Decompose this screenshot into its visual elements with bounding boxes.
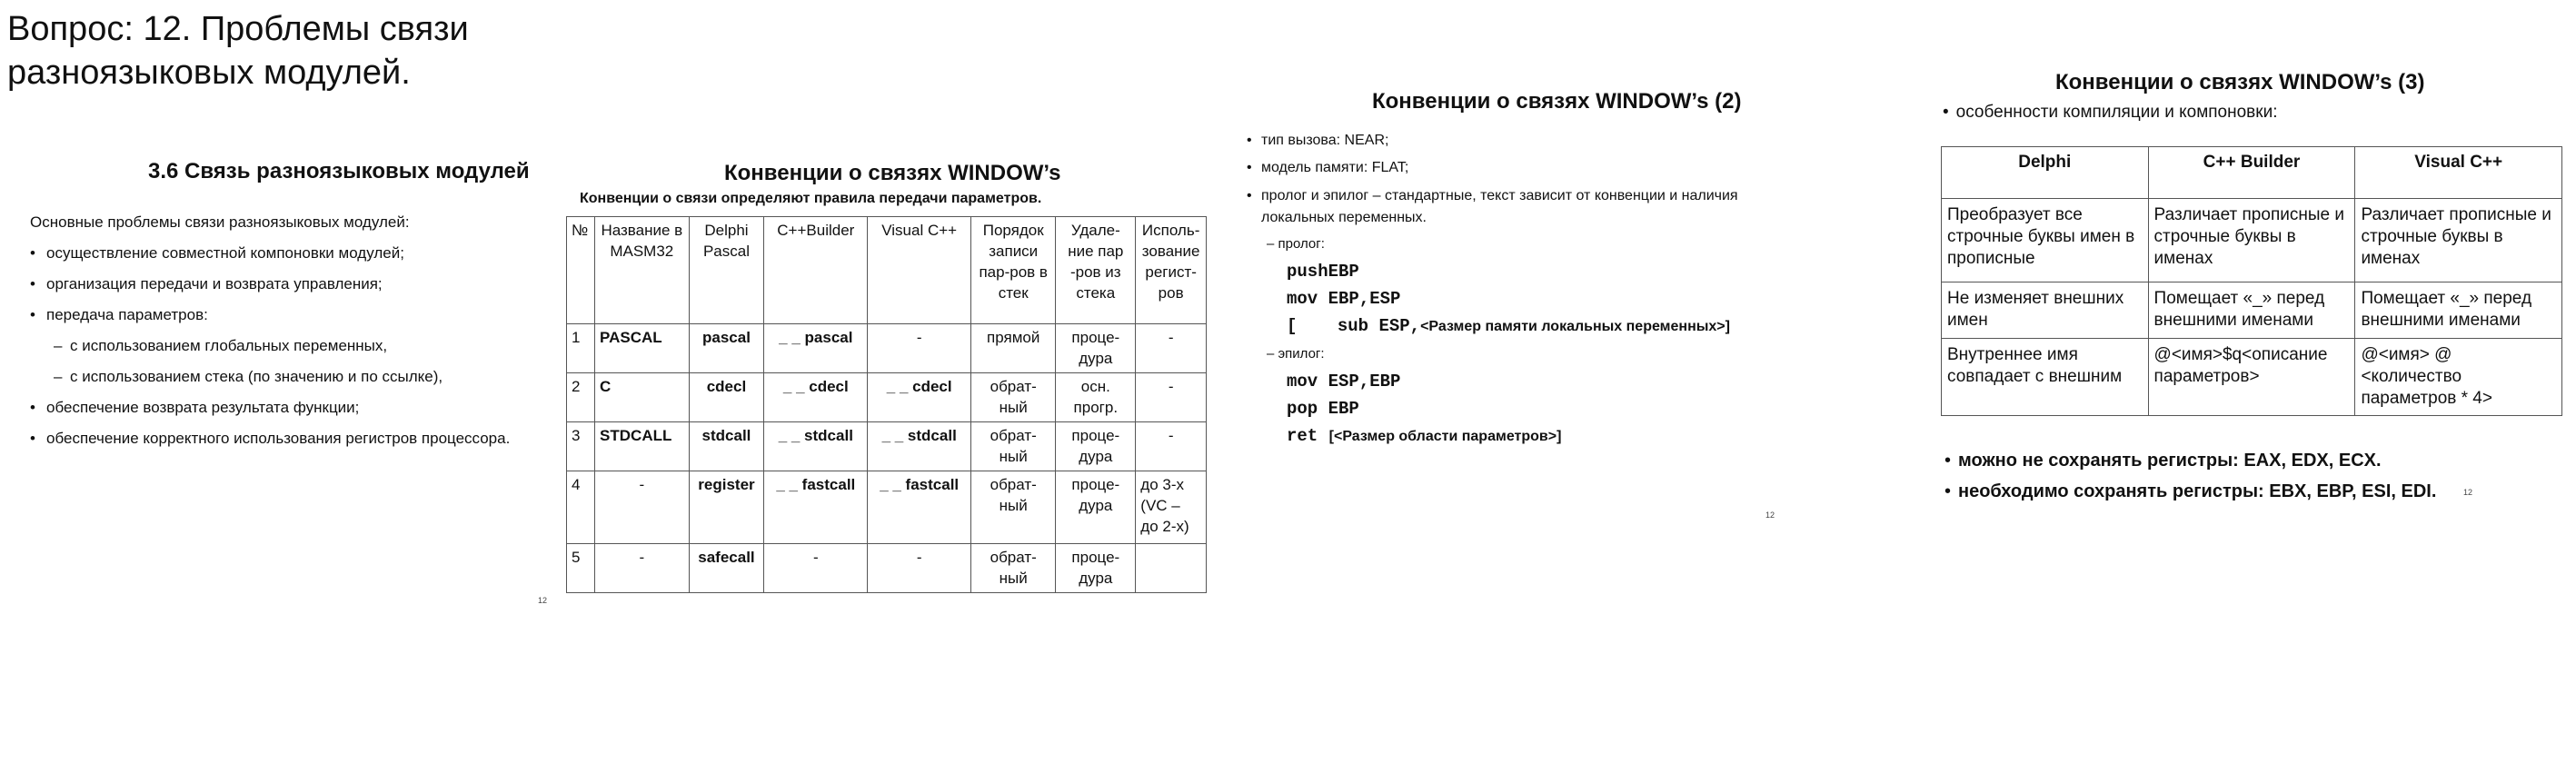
table-cell (1136, 544, 1207, 593)
table-cell: Помещает «_» перед внешними именами (2148, 282, 2355, 339)
prolog-code-block (1247, 258, 1738, 341)
slide4-notes (1944, 445, 2436, 507)
slide1-bullet-list (30, 238, 510, 454)
table-cell: @<имя> @ <количество параметров * 4> (2355, 339, 2562, 416)
code-line (1287, 312, 1738, 341)
table-cell: _ _ stdcall (764, 422, 868, 471)
column-header: Visual C++ (2355, 147, 2562, 199)
table-cell: до 3-х (VC – до 2-х) (1136, 471, 1207, 544)
slide4-intro (1943, 103, 2277, 123)
table-cell: _ _ cdecl (868, 373, 971, 422)
code-comment: [<Размер области параметров>] (1328, 429, 1562, 444)
table-cell: _ _ cdecl (764, 373, 868, 422)
table-cell: stdcall (689, 422, 764, 471)
slide1-bullet: • организация передачи и возврата управления; (30, 269, 510, 300)
bullet-marker: • (1247, 160, 1252, 175)
table-row (567, 324, 1207, 373)
table-cell: safecall (689, 544, 764, 593)
code-bracket: [ (1287, 316, 1298, 336)
table-cell: Различает прописные и строчные буквы в именах (2148, 199, 2355, 282)
table-cell: Помещает «_» перед внешними именами (2355, 282, 2562, 339)
table-cell: обрат-ный (971, 373, 1056, 422)
slide1-title: 3.6 Связь разноязыковых модулей (148, 159, 530, 183)
slide1-page-number: 12 (538, 596, 548, 605)
table-cell: прямой (971, 324, 1056, 373)
table-cell: _ _ fastcall (764, 471, 868, 544)
table-cell: @<имя>$q<описание параметров> (2148, 339, 2355, 416)
column-header: C++Builder (764, 217, 868, 324)
table-cell: обрат-ный (971, 471, 1056, 544)
code-line: pop EBP (1287, 399, 1359, 419)
slide4-note-text: необходимо сохранять регистры: EBX, EBP, ESI, EDI. (1958, 481, 2437, 501)
table-header-row (567, 217, 1207, 324)
table-cell: 2 (567, 373, 595, 422)
table-cell: 5 (567, 544, 595, 593)
slide1-sub-bullet: – с использованием стека (по значению и по ссылке), (30, 362, 510, 392)
table-row (1942, 339, 2562, 416)
table-cell: _ _ fastcall (868, 471, 971, 544)
table-cell: - (595, 544, 690, 593)
slide4-title: Конвенции о связях WINDOW’s (3) (2055, 70, 2425, 94)
column-header: № (567, 217, 595, 324)
table-cell: _ _ stdcall (868, 422, 971, 471)
slide1-bullet: • обеспечение корректного использования регистров процессора. (30, 423, 510, 454)
table-row (1942, 282, 2562, 339)
slide2-convention-table (566, 216, 1207, 593)
column-header: Delphi (1942, 147, 2149, 199)
code-text: ret (1287, 426, 1318, 446)
prolog-label: – пролог: (1267, 236, 1325, 252)
table-header-row (1942, 147, 2562, 199)
column-header: Delphi Pascal (689, 217, 764, 324)
slide1-bullet: • осуществление совместной компоновки модулей; (30, 238, 510, 269)
table-row (1942, 199, 2562, 282)
table-cell: обрат-ный (971, 544, 1056, 593)
bullet-marker: • (1247, 133, 1252, 148)
slide1-intro: Основные проблемы связи разноязыковых модулей: (30, 213, 410, 231)
table-cell: - (868, 324, 971, 373)
table-cell: проце-дура (1056, 544, 1136, 593)
slide3-page-number: 12 (1765, 510, 1775, 520)
slide3-bullet (1247, 154, 1738, 182)
slide1-sub-bullet: – с использованием глобальных переменных, (30, 331, 510, 362)
table-cell: cdecl (689, 373, 764, 422)
slide3-bullet-text: модель памяти: FLAT; (1261, 160, 1409, 175)
table-cell: pascal (689, 324, 764, 373)
code-text: sub ESP, (1337, 316, 1421, 336)
slide3-title: Конвенции о связях WINDOW’s (2) (1372, 89, 1742, 114)
slide3-bullet-text: пролог и эпилог – стандартные, текст зависит от конвенции и наличия (1261, 188, 1738, 203)
table-row (567, 471, 1207, 544)
slide2-title: Конвенции о связях WINDOW’s (724, 161, 1061, 185)
table-cell: STDCALL (595, 422, 690, 471)
table-cell: Внутреннее имя совпадает с внешним (1942, 339, 2149, 416)
question-line-2: разноязыковых модулей. (7, 54, 411, 92)
slide4-note-text: можно не сохранять регистры: EAX, EDX, ECX. (1958, 451, 2382, 471)
table-cell: Не изменяет внешних имен (1942, 282, 2149, 339)
table-cell: Различает прописные и строчные буквы в именах (2355, 199, 2562, 282)
table-cell: - (1136, 422, 1207, 471)
table-cell: 1 (567, 324, 595, 373)
table-cell: - (1136, 324, 1207, 373)
code-line: mov EBP,ESP (1287, 289, 1401, 309)
table-cell: - (764, 544, 868, 593)
table-row (567, 422, 1207, 471)
column-header: Название в MASM32 (595, 217, 690, 324)
slide3-bullet-text: локальных переменных. (1261, 210, 1427, 225)
table-cell: register (689, 471, 764, 544)
epilog-code-block (1247, 368, 1738, 451)
slide4-page-number: 12 (2463, 488, 2473, 497)
slide1-bullet: • передача параметров: (30, 300, 510, 331)
code-line: pushEBP (1287, 262, 1359, 282)
slide3-content (1247, 127, 1738, 451)
table-cell: C (595, 373, 690, 422)
bullet-marker: • (1247, 188, 1252, 203)
table-cell: проце-дура (1056, 324, 1136, 373)
table-cell: 3 (567, 422, 595, 471)
code-line: mov ESP,EBP (1287, 372, 1401, 391)
slide3-bullet (1247, 127, 1738, 154)
table-cell: осн. прогр. (1056, 373, 1136, 422)
slide3-bullet-text: тип вызова: NEAR; (1261, 133, 1389, 148)
bullet-marker: • (1944, 451, 1952, 471)
table-cell: 4 (567, 471, 595, 544)
table-cell: PASCAL (595, 324, 690, 373)
slide4-intro-text: особенности компиляции и компоновки: (1955, 103, 2278, 122)
code-line (1287, 422, 1738, 451)
question-heading (7, 7, 469, 94)
epilog-label: – эпилог: (1267, 346, 1325, 362)
table-cell: - (868, 544, 971, 593)
table-cell: - (595, 471, 690, 544)
slide4-note (1944, 445, 2436, 476)
slide1-bullet: • обеспечение возврата результата функции; (30, 392, 510, 423)
column-header: Visual C++ (868, 217, 971, 324)
question-line-1: Вопрос: 12. Проблемы связи (7, 10, 469, 48)
slide4-compile-table (1941, 146, 2562, 416)
table-row (567, 544, 1207, 593)
column-header: Порядок записи пар-ров в стек (971, 217, 1056, 324)
table-cell: Преобразует все строчные буквы имен в прописные (1942, 199, 2149, 282)
column-header: Исполь-зование регист-ров (1136, 217, 1207, 324)
table-cell: обрат-ный (971, 422, 1056, 471)
slide2-subtitle: Конвенции о связи определяют правила передачи параметров. (580, 191, 1042, 206)
table-cell: проце-дура (1056, 422, 1136, 471)
table-cell: _ _ pascal (764, 324, 868, 373)
bullet-marker: • (1943, 103, 1949, 122)
table-row (567, 373, 1207, 422)
column-header: Удале-ние пар -ров из стека (1056, 217, 1136, 324)
slide3-bullet (1247, 185, 1738, 229)
slide4-note (1944, 476, 2436, 507)
code-comment: <Размер памяти локальных переменных>] (1420, 319, 1730, 334)
table-cell: - (1136, 373, 1207, 422)
table-cell: проце-дура (1056, 471, 1136, 544)
column-header: C++ Builder (2148, 147, 2355, 199)
bullet-marker: • (1944, 481, 1952, 501)
